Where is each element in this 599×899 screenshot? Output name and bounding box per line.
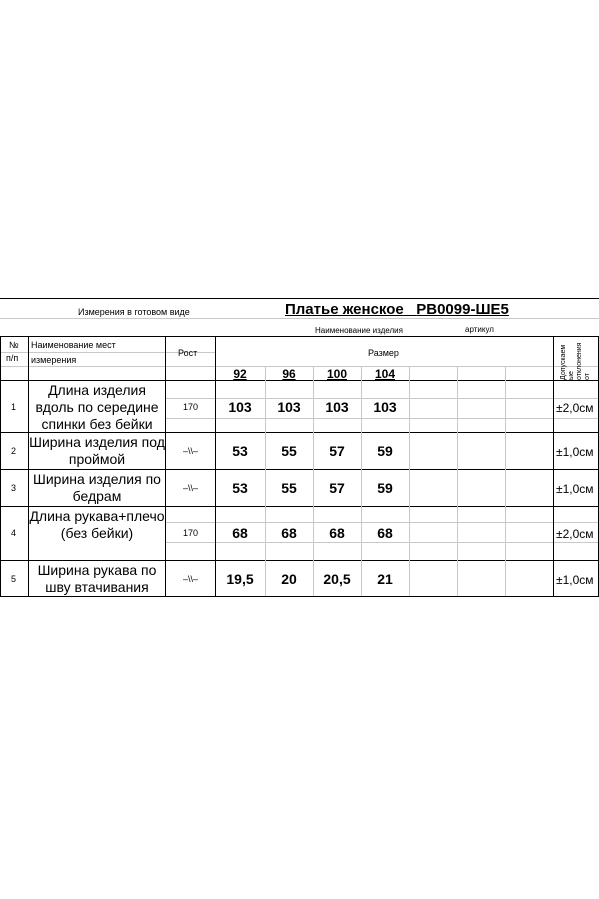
row-1-value-92: 103 xyxy=(228,399,252,415)
size-104: 104 xyxy=(374,367,396,381)
row-2-value-104: 59 xyxy=(377,443,393,459)
row-2-tolerance: ±1,0см xyxy=(556,445,594,459)
row-2-height: –\\– xyxy=(183,446,199,456)
row-5-value-100: 20,5 xyxy=(323,571,351,587)
row-2-value-96: 55 xyxy=(281,443,297,459)
row-1-height: 170 xyxy=(183,402,199,412)
measurement-table xyxy=(0,298,599,598)
num-label-1: № xyxy=(9,340,19,350)
row-5-value-92: 19,5 xyxy=(226,571,254,587)
num-label-2: п/п xyxy=(6,353,19,363)
article-label: артикул xyxy=(465,325,494,334)
row-3-height: –\\– xyxy=(183,483,199,493)
row-4-value-96: 68 xyxy=(281,525,297,541)
row-4-tolerance: ±2,0см xyxy=(556,527,594,541)
row-3-value-92: 53 xyxy=(232,480,248,496)
row-3-tolerance: ±1,0см xyxy=(556,482,594,496)
row-4-num: 4 xyxy=(11,528,17,538)
product-title: Платье женское xyxy=(285,301,404,318)
product-title-line xyxy=(285,301,509,318)
product-name-label: Наименование изделия xyxy=(315,326,403,335)
row-3-num: 3 xyxy=(11,483,17,493)
size-100: 100 xyxy=(326,367,348,381)
name-label-2: измерения xyxy=(31,355,77,365)
row-3-value-100: 57 xyxy=(329,480,345,496)
row-5-num: 5 xyxy=(11,574,17,584)
height-label: Рост xyxy=(178,348,198,358)
row-1-name: Длина изделия вдоль по середине спинки без бейки xyxy=(35,382,159,432)
size-label: Размер xyxy=(368,348,399,358)
row-3-value-96: 55 xyxy=(281,480,297,496)
row-5-value-104: 21 xyxy=(377,571,393,587)
row-5-tolerance: ±1,0см xyxy=(556,573,594,587)
name-label-1: Наименование мест xyxy=(31,340,116,350)
row-2-num: 2 xyxy=(11,446,17,456)
row-2-name: Ширина изделия под проймой xyxy=(29,434,165,467)
row-4-value-92: 68 xyxy=(232,525,248,541)
tolerance-label: Допускаем ые отклонения от xyxy=(560,342,591,380)
article-code: РВ0099-ШЕ5 xyxy=(416,301,509,318)
measurement-note: Измерения в готовом виде xyxy=(78,307,190,317)
row-4-value-100: 68 xyxy=(329,525,345,541)
size-96: 96 xyxy=(282,367,296,381)
row-4-height: 170 xyxy=(183,528,199,538)
row-5-height: –\\– xyxy=(183,574,199,584)
row-5-name: Ширина рукава по шву втачивания xyxy=(37,562,157,595)
size-92: 92 xyxy=(233,367,247,381)
row-3-name: Ширина изделия по бедрам xyxy=(33,471,161,504)
row-1-value-96: 103 xyxy=(277,399,301,415)
row-2-value-92: 53 xyxy=(232,443,248,459)
row-1-num: 1 xyxy=(11,402,17,412)
row-2-value-100: 57 xyxy=(329,443,345,459)
row-3-value-104: 59 xyxy=(377,480,393,496)
row-5-value-96: 20 xyxy=(281,571,297,587)
row-1-tolerance: ±2,0см xyxy=(556,401,594,415)
row-1-value-100: 103 xyxy=(325,399,349,415)
row-4-name: Длина рукава+плечо (без бейки) xyxy=(29,508,165,541)
row-1-value-104: 103 xyxy=(373,399,397,415)
row-4-value-104: 68 xyxy=(377,525,393,541)
